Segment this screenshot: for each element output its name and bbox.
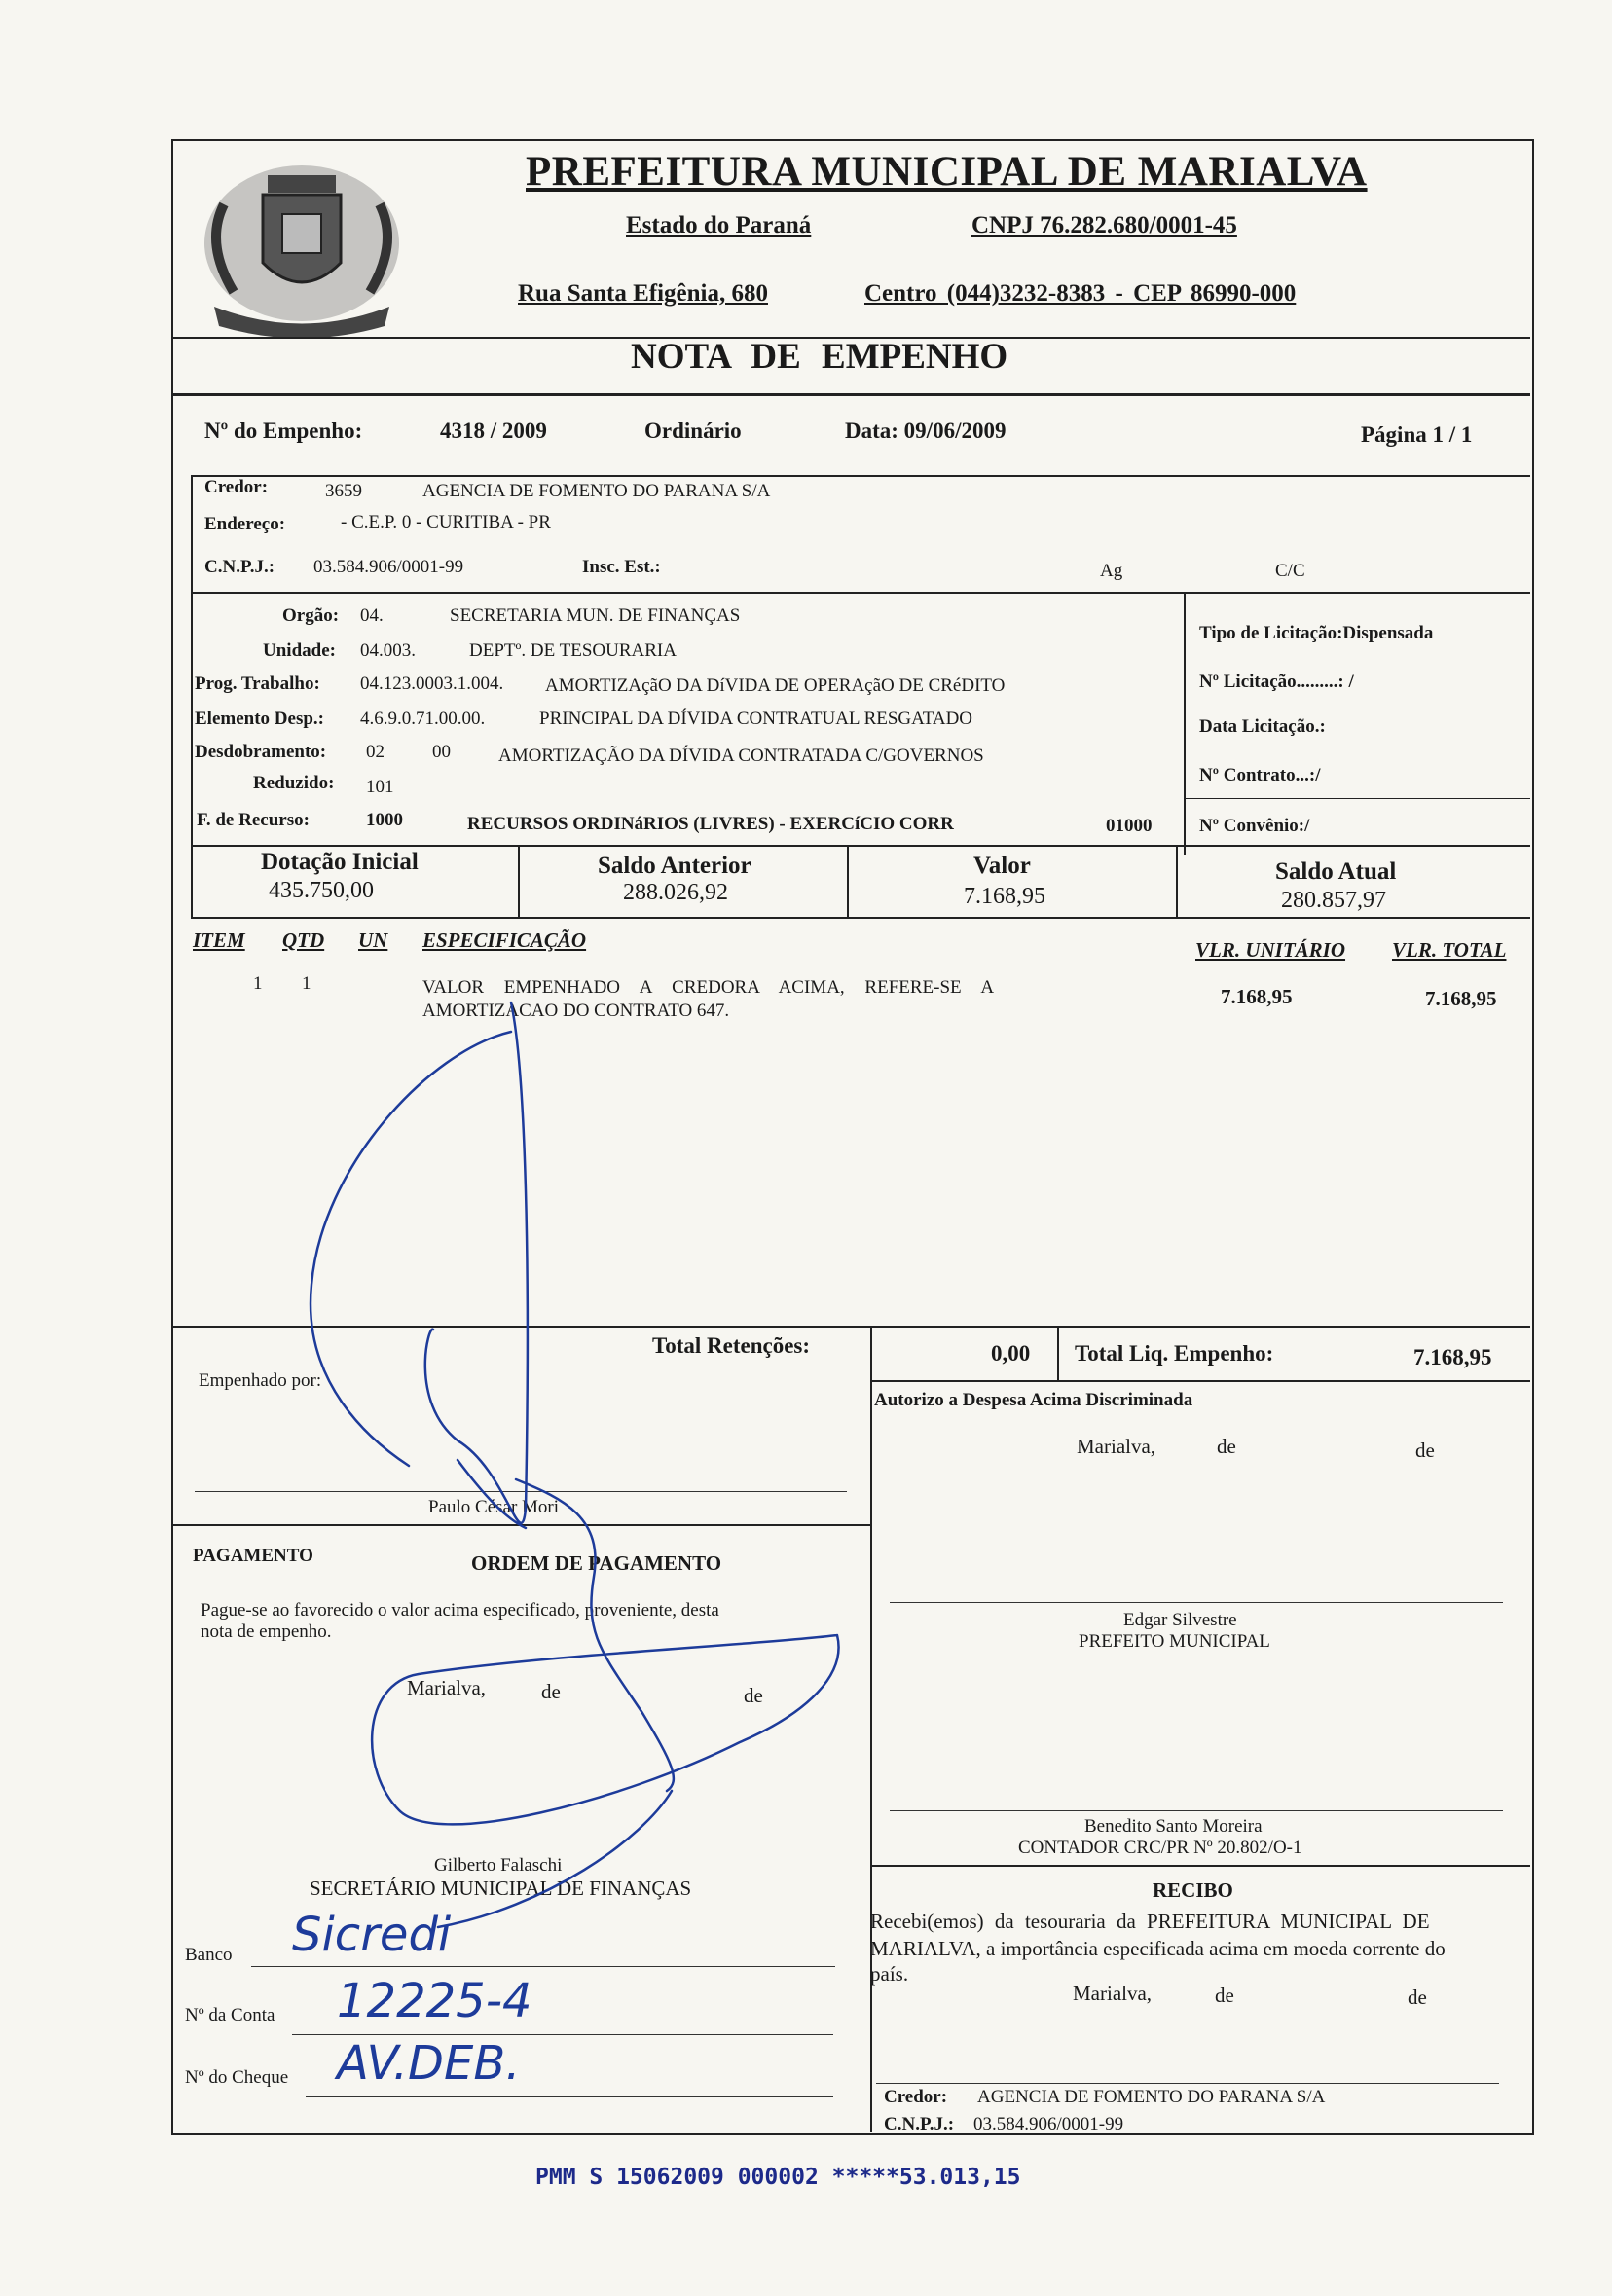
prog-label: Prog. Trabalho: xyxy=(195,674,320,694)
autenticacao: PMM S 15062009 000002 *****53.013,15 xyxy=(535,2165,1021,2190)
cheque-valor: AV.DEB. xyxy=(337,2036,521,2091)
recibo-texto3: país. xyxy=(870,1962,909,1986)
orgao-cod: 04. xyxy=(360,605,384,626)
cc-label: C/C xyxy=(1275,561,1305,581)
item-qtd: 1 xyxy=(302,973,311,994)
recurso-label: F. de Recurso: xyxy=(197,810,310,830)
desd-label: Desdobramento: xyxy=(195,742,327,762)
elem: PRINCIPAL DA DÍVIDA CONTRATUAL RESGATADO xyxy=(539,709,973,729)
saldo-atual: 280.857,97 xyxy=(1281,888,1386,913)
banco-label: Banco xyxy=(185,1945,233,1965)
empenho-label: Nº do Empenho: xyxy=(204,419,363,443)
pagamento-label: PAGAMENTO xyxy=(193,1546,313,1566)
dotacao-valor: 435.750,00 xyxy=(269,878,374,903)
recibo-texto1: Recebi(emos) da tesouraria da PREFEITURA MUNICIPAL DE xyxy=(870,1910,1430,1933)
prog-cod: 04.123.0003.1.004. xyxy=(360,674,504,694)
prog: AMORTIZAçãO DA DíVIDA DE OPERAçãO DE CRéDITO xyxy=(545,675,1006,696)
total-liq: 7.168,95 xyxy=(1413,1345,1492,1369)
empenhado-por-label: Empenhado por: xyxy=(199,1370,322,1391)
conta-label: Nº da Conta xyxy=(185,2005,275,2025)
recibo-marialva: Marialva, xyxy=(1073,1982,1153,2005)
recibo-cnpj: 03.584.906/0001-99 xyxy=(973,2114,1124,2134)
item-unit: 7.168,95 xyxy=(1221,985,1293,1008)
empenhado-nome: Paulo César Mori xyxy=(428,1497,560,1517)
cnpj-prefeitura: CNPJ 76.282.680/0001-45 xyxy=(971,212,1237,238)
secretario-nome: Gilberto Falaschi xyxy=(434,1855,563,1876)
valor-label: Valor xyxy=(973,853,1031,879)
contador-nome: Benedito Santo Moreira xyxy=(1084,1816,1263,1837)
empenho-numero: 4318 / 2009 xyxy=(440,419,547,443)
col-vlr-unitario: VLR. UNITÁRIO xyxy=(1195,938,1346,962)
reduz-label: Reduzido: xyxy=(253,773,335,793)
total-retencoes: 0,00 xyxy=(991,1341,1031,1366)
prefeito-cargo: PREFEITO MUNICIPAL xyxy=(1079,1631,1270,1652)
pagina: Página 1 / 1 xyxy=(1361,422,1473,447)
ordem-pagamento: ORDEM DE PAGAMENTO xyxy=(471,1551,722,1575)
credor-cnpj: 03.584.906/0001-99 xyxy=(313,557,464,577)
tipo-licitacao: Tipo de Licitação:Dispensada xyxy=(1199,623,1434,643)
autorizo-label: Autorizo a Despesa Acima Discriminada xyxy=(874,1390,1193,1410)
recibo-texto2: MARIALVA, a importância especificada acima em moeda corrente do xyxy=(870,1937,1446,1960)
cnpj-label: C.N.P.J.: xyxy=(204,557,275,577)
prefeito-nome: Edgar Silvestre xyxy=(1123,1610,1237,1630)
recibo-label: RECIBO xyxy=(1153,1878,1233,1902)
conta-valor: 12225-4 xyxy=(337,1974,532,2028)
orgao-label: Orgão: xyxy=(282,605,340,626)
credor-nome: AGENCIA DE FOMENTO DO PARANA S/A xyxy=(422,481,771,501)
desd-cod1: 02 xyxy=(366,742,385,762)
saldo-atual-label: Saldo Atual xyxy=(1275,858,1397,885)
secretario-cargo: SECRETÁRIO MUNICIPAL DE FINANÇAS xyxy=(310,1877,692,1900)
insc-label: Insc. Est.: xyxy=(582,557,661,577)
recibo-credor-label: Credor: xyxy=(884,2087,948,2107)
desd: AMORTIZAÇÃO DA DÍVIDA CONTRATADA C/GOVERNOS xyxy=(498,746,984,766)
dotacao-label: Dotação Inicial xyxy=(261,849,419,875)
endereco-rua: Rua Santa Efigênia, 680 xyxy=(518,280,768,307)
empenho-data: Data: 09/06/2009 xyxy=(845,419,1007,443)
reduz: 101 xyxy=(366,777,394,797)
col-un: UN xyxy=(358,929,388,952)
numero-licitacao: Nº Licitação.........: / xyxy=(1199,672,1354,692)
item-espec2: AMORTIZACAO DO CONTRATO 647. xyxy=(422,1001,730,1021)
recibo-de2: de xyxy=(1408,1986,1427,2009)
col-qtd: QTD xyxy=(282,929,325,952)
item-total: 7.168,95 xyxy=(1425,987,1497,1010)
credor-label: Credor: xyxy=(204,477,269,497)
recurso-cod2: 01000 xyxy=(1106,816,1153,836)
unidade: DEPTº. DE TESOURARIA xyxy=(469,640,677,661)
elem-label: Elemento Desp.: xyxy=(195,709,324,729)
desd-cod2: 00 xyxy=(432,742,451,762)
elem-cod: 4.6.9.0.71.00.00. xyxy=(360,709,486,729)
col-item: ITEM xyxy=(193,929,245,952)
item-num: 1 xyxy=(253,973,263,994)
page-title: PREFEITURA MUNICIPAL DE MARIALVA xyxy=(526,149,1368,195)
total-liq-label: Total Liq. Empenho: xyxy=(1075,1341,1274,1366)
autorizo-de1: de xyxy=(1217,1435,1236,1458)
saldo-anterior-label: Saldo Anterior xyxy=(598,853,751,879)
banco-valor: Sicredi xyxy=(292,1908,452,1962)
doc-title: NOTA DE EMPENHO xyxy=(631,337,1008,377)
total-retencoes-label: Total Retenções: xyxy=(652,1333,811,1358)
autorizo-de2: de xyxy=(1415,1439,1435,1462)
item-espec1: VALOR EMPENHADO A CREDORA ACIMA, REFERE-SE A xyxy=(422,977,995,998)
col-especificacao: ESPECIFICAÇÃO xyxy=(422,929,587,952)
numero-convenio: Nº Convênio:/ xyxy=(1199,816,1310,836)
col-vlr-total: VLR. TOTAL xyxy=(1392,938,1507,962)
data-licitacao: Data Licitação.: xyxy=(1199,716,1326,737)
orgao: SECRETARIA MUN. DE FINANÇAS xyxy=(450,605,741,626)
recibo-credor: AGENCIA DE FOMENTO DO PARANA S/A xyxy=(977,2087,1326,2107)
pagamento-texto2: nota de empenho. xyxy=(201,1622,332,1642)
credor-endereco: - C.E.P. 0 - CURITIBA - PR xyxy=(341,512,551,532)
recibo-cnpj-label: C.N.P.J.: xyxy=(884,2114,955,2134)
pagamento-de1: de xyxy=(541,1680,561,1703)
pagamento-de2: de xyxy=(744,1684,763,1707)
credor-codigo: 3659 xyxy=(325,481,362,501)
numero-contrato: Nº Contrato...:/ xyxy=(1199,765,1321,785)
pagamento-texto1: Pague-se ao favorecido o valor acima especificado, proveniente, desta xyxy=(201,1600,719,1621)
cheque-label: Nº do Cheque xyxy=(185,2067,289,2088)
saldo-anterior: 288.026,92 xyxy=(623,880,728,905)
contador-cargo: CONTADOR CRC/PR Nº 20.802/O-1 xyxy=(1018,1838,1302,1858)
autorizo-marialva: Marialva, xyxy=(1077,1435,1156,1458)
unidade-cod: 04.003. xyxy=(360,640,416,661)
valor: 7.168,95 xyxy=(964,884,1045,909)
endereco-label: Endereço: xyxy=(204,514,286,534)
pagamento-marialva: Marialva, xyxy=(407,1676,487,1699)
recurso: RECURSOS ORDINáRIOS (LIVRES) - EXERCíCIO CORR xyxy=(467,814,954,834)
unidade-label: Unidade: xyxy=(263,640,336,661)
ag-label: Ag xyxy=(1100,561,1123,581)
recurso-cod: 1000 xyxy=(366,810,403,830)
empenho-tipo: Ordinário xyxy=(644,419,742,443)
recibo-de1: de xyxy=(1215,1984,1234,2007)
estado: Estado do Paraná xyxy=(626,212,812,238)
endereco-bairro: Centro (044)3232-8383 - CEP 86990-000 xyxy=(864,280,1297,307)
